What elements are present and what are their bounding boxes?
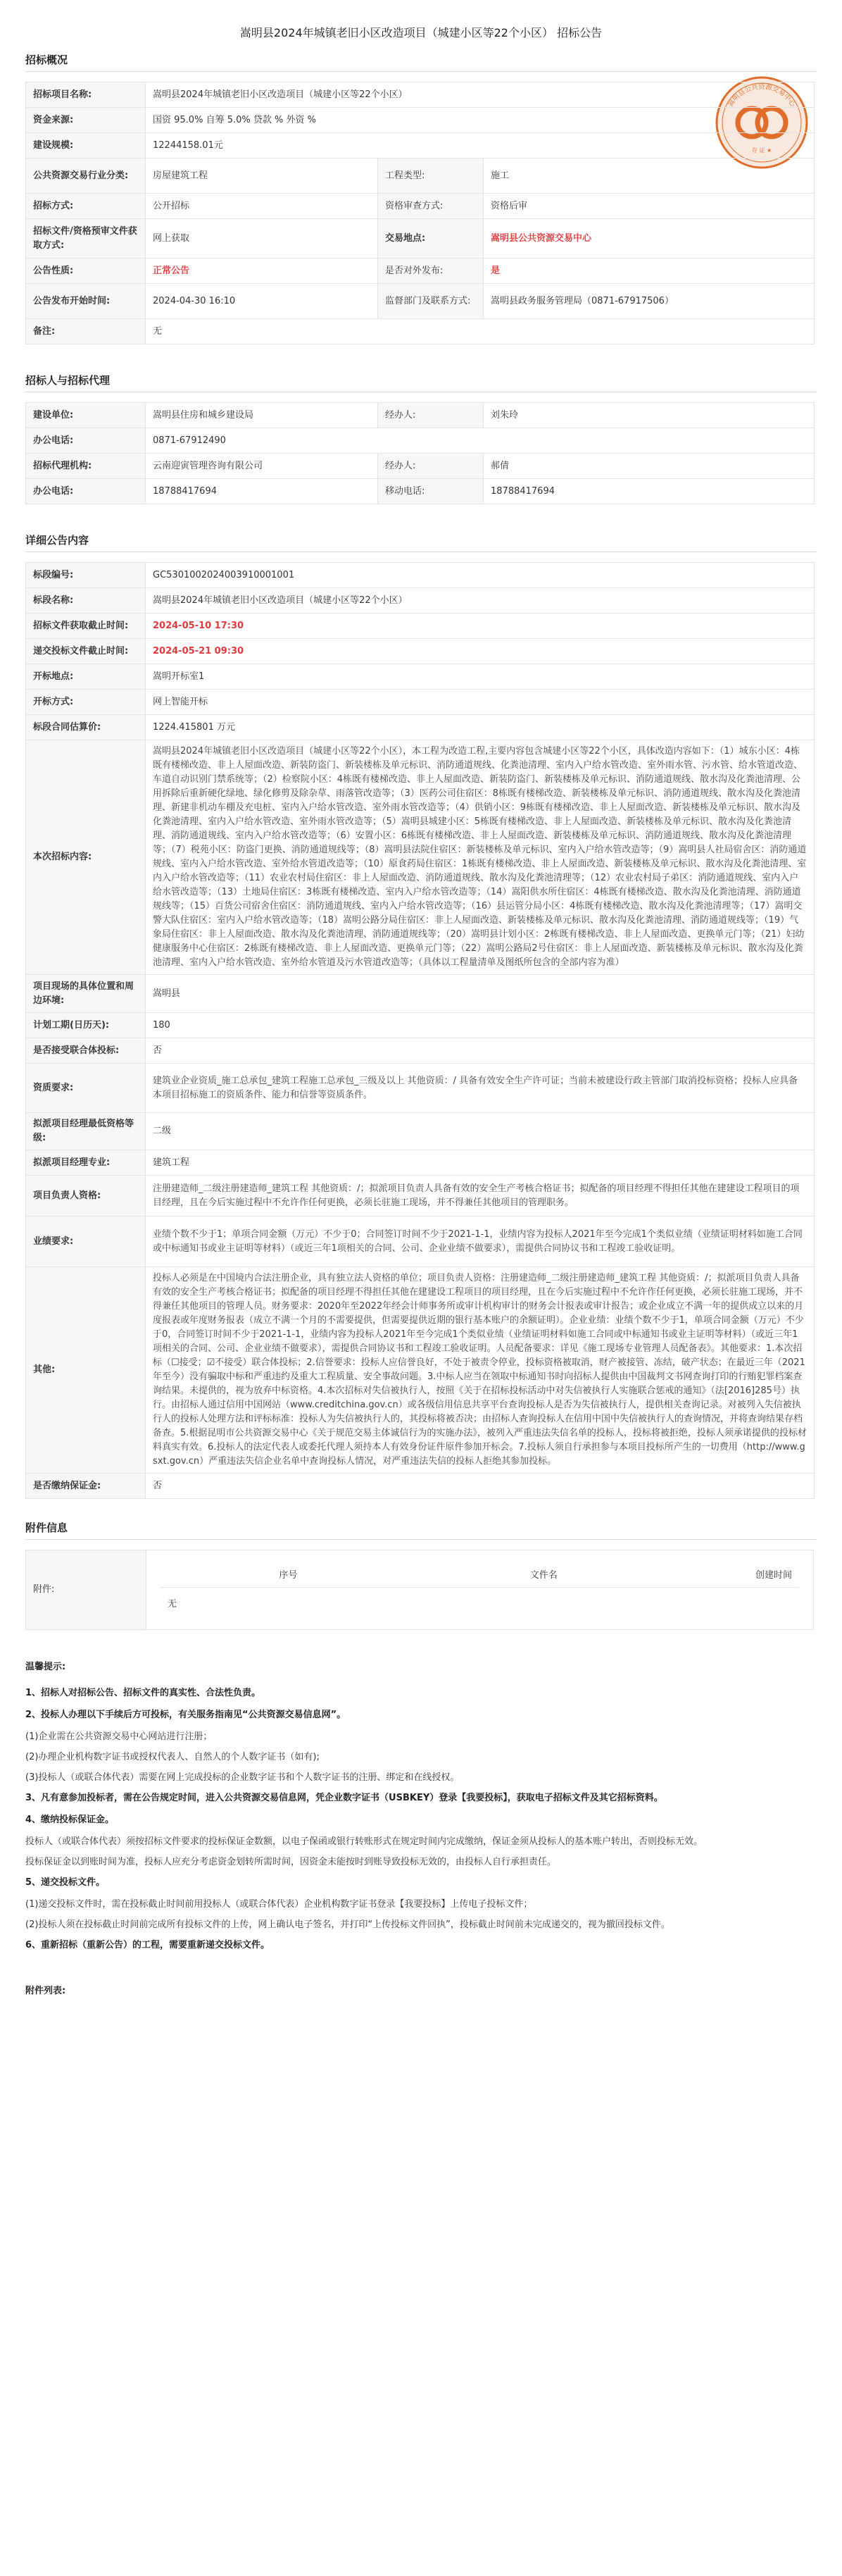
- field-value: 资格后审: [484, 194, 815, 219]
- table-row: [26, 715, 815, 740]
- field-label: 本次招标内容:: [26, 740, 146, 975]
- notice-item: (2)投标人须在投标截止时间前完成所有投标文件的上传，网上确认电子签名，并打印“上传投标文件回执”，投标截止时间前未完成递交的，视为撤回投标文件。: [25, 1919, 670, 1930]
- table-row: [26, 158, 815, 194]
- table-row: [26, 1064, 815, 1113]
- field-value: 嵩明县住房和城乡建设局: [146, 403, 378, 428]
- field-label: 公告发布开始时间:: [26, 284, 146, 319]
- field-label: 标段合同估算价:: [26, 715, 146, 740]
- field-label: 交易地点:: [378, 219, 484, 259]
- notice-item: 3、凡有意参加投标者，需在公告规定时间，进入公共资源交易信息网，凭企业数字证书（USBKEY）登录【我要投标】，获取电子招标文件及其它招标资料。: [25, 1793, 663, 1803]
- field-label: 拟派项目经理最低资格等级:: [26, 1113, 146, 1150]
- attachment-list-label: 附件列表:: [25, 1986, 66, 1996]
- tenderer-table: [25, 402, 815, 504]
- notice-list: [25, 1684, 814, 1954]
- field-label: 计划工期(日历天):: [26, 1013, 146, 1038]
- attachment-list: [161, 1564, 799, 1616]
- field-value: 2024-04-30 16:10: [146, 284, 378, 319]
- table-row: [26, 690, 815, 715]
- table-row: [26, 82, 815, 108]
- notice-title: 温馨提示:: [25, 1662, 66, 1672]
- table-row: [26, 284, 815, 319]
- field-label: 是否缴纳保证金:: [26, 1474, 146, 1499]
- table-row: [26, 975, 815, 1013]
- table-row: [26, 1038, 815, 1064]
- field-value: 嵩明开标室1: [146, 664, 815, 690]
- field-value: 嵩明县2024年城镇老旧小区改造项目（城建小区等22个小区）: [146, 82, 815, 108]
- table-row: [26, 108, 815, 133]
- details-table: [25, 562, 815, 1499]
- table-row: [26, 1217, 815, 1267]
- table-row: [26, 639, 815, 664]
- table-row: [26, 1267, 815, 1474]
- field-value: 否: [146, 1474, 815, 1499]
- field-value: 建筑工程: [146, 1150, 815, 1176]
- field-label: 招标项目名称:: [26, 82, 146, 108]
- table-row: [26, 614, 815, 639]
- section-title: 招标概况: [25, 54, 68, 66]
- field-label: 拟派项目经理专业:: [26, 1150, 146, 1176]
- table-row: [26, 259, 815, 284]
- field-label: 项目现场的具体位置和周边环境:: [26, 975, 146, 1013]
- field-value: 嵩明县: [146, 975, 815, 1013]
- field-label: 经办人:: [378, 454, 484, 479]
- field-value: 云南迎寅管理咨询有限公司: [146, 454, 378, 479]
- field-value: 嵩明县2024年城镇老旧小区改造项目（城建小区等22个小区），本工程为改造工程,主要内容包含城建小区等22个小区，具体改造内容如下：（1）城东小区：4栋既有楼梯改造、非上人屋面改造、新装防盗门、新装楼栋及单元标识、消防通道规线、化粪池清理、室内入户给水管改造、室外雨水管、污水管、给水管道改造、车道自动识别门禁系统等；（2）检察院小区：4栋既有楼梯改造、非上人屋面改造、新装防盗门、新装楼栋及单元标识、消防通道规线、散水沟及化粪池清理、公用拆除后重新硬化绿地、绿化修剪及除杂草、雨落管改造等；（3）医药公司住宿区：8栋既有楼梯改造、新装楼栋及单元标识、消防通道规线、散水沟及化粪池清理、新建非机动车棚及充电桩、室内入户给水管改造、室外雨水管改造等；（4）供销小区：9栋既有楼梯改造、非上人屋面改造、新装楼栋及单元标识、散水沟及化粪池清理、室内入户给水管改造、室外雨水管改造等；（5）嵩明县城建小区：5栋既有楼梯改造、非上人屋面改造、新装楼栋及单元标识、散水沟及化粪池清理、消防通道规线、室内入户给水管改造等；（6）安置小区：6栋既有楼梯改造、非上人屋面改造、新装楼栋及单元标识、消防通道规线、散水沟及化粪池清理等；（7）税苑小区：防盗门更换、消防通道规线等；（8）嵩明县法院住宿区：新装楼栋及单元标识、室内入户给水管改造等；（9）嵩明县人社局宿舍区：消防通道规线、室内入户给水管改造、室外给水管道改造等；（10）原食药局住宿区：1栋既有楼梯改造、非上人屋面改造、新装楼栋及单元标识、散水沟及化粪池清理、室内入户给水管改造等；（11）农业农村局住宿区：非上人屋面改造、消防通道规线、散水沟及化粪池清理等；（12）农业农村局子弟区：消防通道规线、室内入户给水管改造等；（13）土地局住宿区：3栋既有楼梯改造、室内入户给水管改造等；（14）嵩阳供水所住宿区：4栋既有楼梯改造、散水沟及化粪池清理、消防通道规线等；（15）百货公司宿舍住宿区：消防通道规线、室内入户给水管改造等；（16）县运管分局小区：4栋既有楼梯改造、散水沟及化粪池清理等；（17）嵩明交警大队住宿区：室内入户给水管改造等；（18）嵩明公路分局住宿区：非上人屋面改造、新装楼栋及单元标识、散水沟及化粪池清理、消防通道规线等；（19）气象局住宿区：非上人屋面改造、散水沟及化粪池清理、消防通道规线等；（20）嵩明县计划小区：2栋既有楼梯改造、非上人屋面改造、更换单元门等；（21）妇幼健康服务中心住宿区：2栋既有楼梯改造、非上人屋面改造、更换单元门等；（22）嵩明公路局2号住宿区：非上人屋面改造、新装楼栋及单元标识、散水沟及化粪池清理、室内入户给水管改造、室外给水管道及污水管道改造等；（具体以工程量清单及图纸所包含的全部内容为准）: [146, 740, 815, 975]
- field-value: 18788417694: [146, 479, 378, 504]
- table-row: [26, 1150, 815, 1176]
- table-row: [26, 454, 815, 479]
- field-label: 标段编号:: [26, 563, 146, 588]
- table-row: [26, 219, 815, 259]
- field-value: 是: [484, 259, 815, 284]
- section-title: 附件信息: [25, 1522, 68, 1534]
- section-details: [0, 533, 842, 552]
- seal-top-text: 嵩明县公共资源交易中心: [727, 83, 797, 108]
- table-row: [26, 1113, 815, 1150]
- seal-bottom-text: 存 证 ★: [751, 147, 772, 154]
- field-value: 注册建造师_二级注册建造师_建筑工程 其他资质：/；拟派项目负责人具备有效的安全生产考核合格证书；拟配备的项目经理不得担任其他在建建设工程项目的项目经理，且在今后实施过程中不允许作任何更换，必须长驻施工现场，并不得兼任其他项目的管理职务。: [146, 1176, 815, 1217]
- section-title: 详细公告内容: [25, 534, 89, 547]
- section-overview: [0, 52, 842, 72]
- field-label: 监督部门及联系方式:: [378, 284, 484, 319]
- field-value: 嵩明县2024年城镇老旧小区改造项目（城建小区等22个小区）: [146, 588, 815, 614]
- notice-item: 5、递交投标文件。: [25, 1877, 106, 1888]
- col-header-created: 创建时间: [755, 1569, 792, 1581]
- field-value: 郝倩: [484, 454, 815, 479]
- field-label: 资金来源:: [26, 108, 146, 133]
- col-header-index: 序号: [279, 1569, 298, 1581]
- field-label: 公共资源交易行业分类:: [26, 158, 146, 194]
- notice-item: (3)投标人（或联合体代表）需要在网上完成投标的企业数字证书和个人数字证书的注册、绑定和在线授权。: [25, 1772, 460, 1783]
- table-row: [26, 563, 815, 588]
- table-row: [26, 319, 815, 344]
- section-divider: [25, 71, 817, 72]
- field-value: 0871-67912490: [146, 428, 815, 454]
- field-label: 标段名称:: [26, 588, 146, 614]
- field-value: 无: [146, 319, 815, 344]
- notice-item: (2)办理企业机构数字证书或授权代表人、自然人的个人数字证书（如有);: [25, 1752, 320, 1762]
- attachment-empty: 无: [168, 1598, 177, 1610]
- field-label: 开标方式:: [26, 690, 146, 715]
- page-title: 嵩明县2024年城镇老旧小区改造项目（城建小区等22个小区） 招标公告: [239, 26, 603, 39]
- field-label: 资格审查方式:: [378, 194, 484, 219]
- field-value: 刘朱玲: [484, 403, 815, 428]
- field-value: 网上获取: [146, 219, 378, 259]
- field-label: 工程类型:: [378, 158, 484, 194]
- field-label: 资质要求:: [26, 1064, 146, 1113]
- attachments-table: [25, 1550, 814, 1630]
- table-row: [26, 133, 815, 158]
- field-value: 正常公告: [146, 259, 378, 284]
- attachments-label: 附件:: [26, 1550, 146, 1630]
- field-label: 是否接受联合体投标:: [26, 1038, 146, 1064]
- field-value: 否: [146, 1038, 815, 1064]
- field-label: 建设单位:: [26, 403, 146, 428]
- field-value: 2024-05-10 17:30: [146, 614, 815, 639]
- notice-item: 6、重新招标（重新公告）的工程，需要重新递交投标文件。: [25, 1940, 270, 1950]
- field-label: 是否对外发布:: [378, 259, 484, 284]
- table-row: [26, 1474, 815, 1499]
- field-value: 嵩明县政务服务管理局（0871-67917506）: [484, 284, 815, 319]
- table-row: [26, 1013, 815, 1038]
- field-value: 2024-05-21 09:30: [146, 639, 815, 664]
- notice-item: 1、招标人对招标公告、招标文件的真实性、合法性负责。: [25, 1688, 261, 1698]
- notice-item: (1)企业需在公共资源交易中心网站进行注册；: [25, 1731, 213, 1742]
- table-row: [26, 428, 815, 454]
- field-value: 二级: [146, 1113, 815, 1150]
- notice-item: 4、缴纳投标保证金。: [25, 1815, 115, 1825]
- field-label: 招标代理机构:: [26, 454, 146, 479]
- notice-item: 投标人（或联合体代表）须按招标文件要求的投标保证金数额，以电子保函或银行转账形式在规定时间内完成缴纳，保证金须从投标人的基本账户转出，否则投标无效。: [25, 1836, 703, 1847]
- field-value: 嵩明县公共资源交易中心: [484, 219, 815, 259]
- field-value: 网上智能开标: [146, 690, 815, 715]
- field-label: 项目负责人资格:: [26, 1176, 146, 1217]
- field-label: 其他:: [26, 1267, 146, 1474]
- table-row: [26, 194, 815, 219]
- table-row: [26, 740, 815, 975]
- field-value: 业绩个数不少于1；单项合同金额（万元）不少于0；合同签订时间不少于2021-1-1，业绩内容为投标人2021年至今完成1个类似业绩（业绩证明材料如施工合同或中标通知书或业主证明等材料）（或近三年1项相关的合同、公司、企业业绩不做要求），需提供合同协议书和工程竣工验收证明。: [146, 1217, 815, 1267]
- table-row: [26, 588, 815, 614]
- table-row: [26, 479, 815, 504]
- field-label: 建设规模:: [26, 133, 146, 158]
- field-value: 1224.415801 万元: [146, 715, 815, 740]
- col-header-filename: 文件名: [529, 1569, 558, 1581]
- field-value: 建筑业企业资质_施工总承包_建筑工程施工总承包_三级及以上 其他资质：/ 具备有效安全生产许可证；当前未被建设行政主管部门取消投标资格；投标人应具备本项目招标施工的资质条件、能力和信誉等资质条件。: [146, 1064, 815, 1113]
- overview-table: [25, 82, 815, 344]
- field-label: 备注:: [26, 319, 146, 344]
- field-value: 公开招标: [146, 194, 378, 219]
- field-value: 12244158.01元: [146, 133, 815, 158]
- field-value: GC5301002024003910001001: [146, 563, 815, 588]
- table-row: [26, 1176, 815, 1217]
- field-label: 移动电话:: [378, 479, 484, 504]
- field-value: 国资 95.0% 自筹 5.0% 贷款 % 外资 %: [146, 108, 815, 133]
- table-row: [26, 664, 815, 690]
- field-label: 招标方式:: [26, 194, 146, 219]
- notice-block: [25, 1658, 814, 2000]
- field-label: 业绩要求:: [26, 1217, 146, 1267]
- section-divider: [25, 1539, 817, 1540]
- field-label: 办公电话:: [26, 479, 146, 504]
- field-label: 递交投标文件截止时间:: [26, 639, 146, 664]
- section-tenderer: [0, 373, 842, 392]
- field-label: 招标文件/资格预审文件获取方式:: [26, 219, 146, 259]
- field-value: 18788417694: [484, 479, 815, 504]
- notice-item: 2、投标人办理以下手续后方可投标，有关服务指南见“公共资源交易信息网”。: [25, 1710, 346, 1720]
- table-row: [26, 403, 815, 428]
- field-value: 房屋建筑工程: [146, 158, 378, 194]
- section-title: 招标人与招标代理: [25, 374, 111, 387]
- field-value: 施工: [484, 158, 815, 194]
- field-label: 开标地点:: [26, 664, 146, 690]
- field-label: 公告性质:: [26, 259, 146, 284]
- notice-item: (1)递交投标文件时，需在投标截止时间前用投标人（或联合体代表）企业机构数字证书登录【我要投标】上传电子投标文件；: [25, 1899, 533, 1910]
- field-label: 办公电话:: [26, 428, 146, 454]
- notice-item: 投标保证金以到账时间为准，投标人应充分考虑资金划转所需时间，因资金未能按时到账导致投标无效的，由投标人自行承担责任。: [25, 1857, 557, 1867]
- field-label: 招标文件获取截止时间:: [26, 614, 146, 639]
- field-value: 180: [146, 1013, 815, 1038]
- field-value: 投标人必须是在中国境内合法注册企业，具有独立法人资格的单位；项目负责人资格：注册建造师_二级注册建造师_建筑工程 其他资质：/；拟派项目负责人具备有效的安全生产考核合格证书；拟配备的项目经理不得担任其他在建建设工程项目的项目经理，且在今后实施过程中不允许作任何更换，必须长驻施工现场，并不得兼任其他项目的管理人员。财务要求：2020年至2022年经会计师事务所或审计机构审计的财务会计报表或审计报告；或企业成立不满一年的提供成立以来的月度报表或年度财务报表（成立不满一个月的不需要提供，但需要提供近期的银行基本账户的余额证明）。企业业绩：业绩个数不少于1，单项合同金额（万元）不少于0，合同签订时间不少于2021-1-1，业绩内容为投标人2021年至今完成1个类似业绩（业绩证明材料如施工合同或中标通知书或业主证明等材料）（或近三年1项相关的合同、公司、企业业绩不做要求），需提供合同协议书和工程竣工验收证明。人员配备要求：详见《施工现场专业管理人员配备表》。其他要求：1.本次招标（☐接受；☑不接受）联合体投标；2.信誉要求：投标人应信誉良好，不处于被责令停业，投标资格被取消，财产被接管、冻结，破产状态；在最近三年（2021年至今）没有骗取中标和严重违约及重大工程质量、安全事故问题。3.中标人应当在领取中标通知书时向招标人提供由中国裁判文书网查询打印的行贿犯罪档案查询结果。未提供的，视为放弃中标资格。4.本次招标对失信被执行人，按照《关于在招标投标活动中对失信被执行人实施联合惩戒的通知》（法[2016]285号）执行。由招标人通过信用中国网站（www.creditchina.gov.cn）或各级信用信息共享平台查询投标人是否为失信被执行人，提供相关查询记录。对被列入失信被执行人的投标人处理方法和评标标准：投标人为失信被执行人的，其投标将被否决；由招标人查询投标人在信用中国中失信被执行人的查询情况，并将查询结果存档备查。5.根据昆明市公共资源交易中心《关于规范交易主体诚信行为的实施办法》，被列入严重违法失信名单的投标人，投标将被拒绝，投标人须承诺提供的投标材料真实有效。6.投标人的法定代表人或委托代理人须持本人有效身份证件原件参加开标会。7.投标人须自行承担参与本项目投标所产生的一切费用（http://www.gsxt.gov.cn）严重违法失信企业名单中查询投标人情况，对严重违法失信的投标人拒绝其参加投标。: [146, 1267, 815, 1474]
- section-attachments: [0, 1520, 842, 1540]
- field-label: 经办人:: [378, 403, 484, 428]
